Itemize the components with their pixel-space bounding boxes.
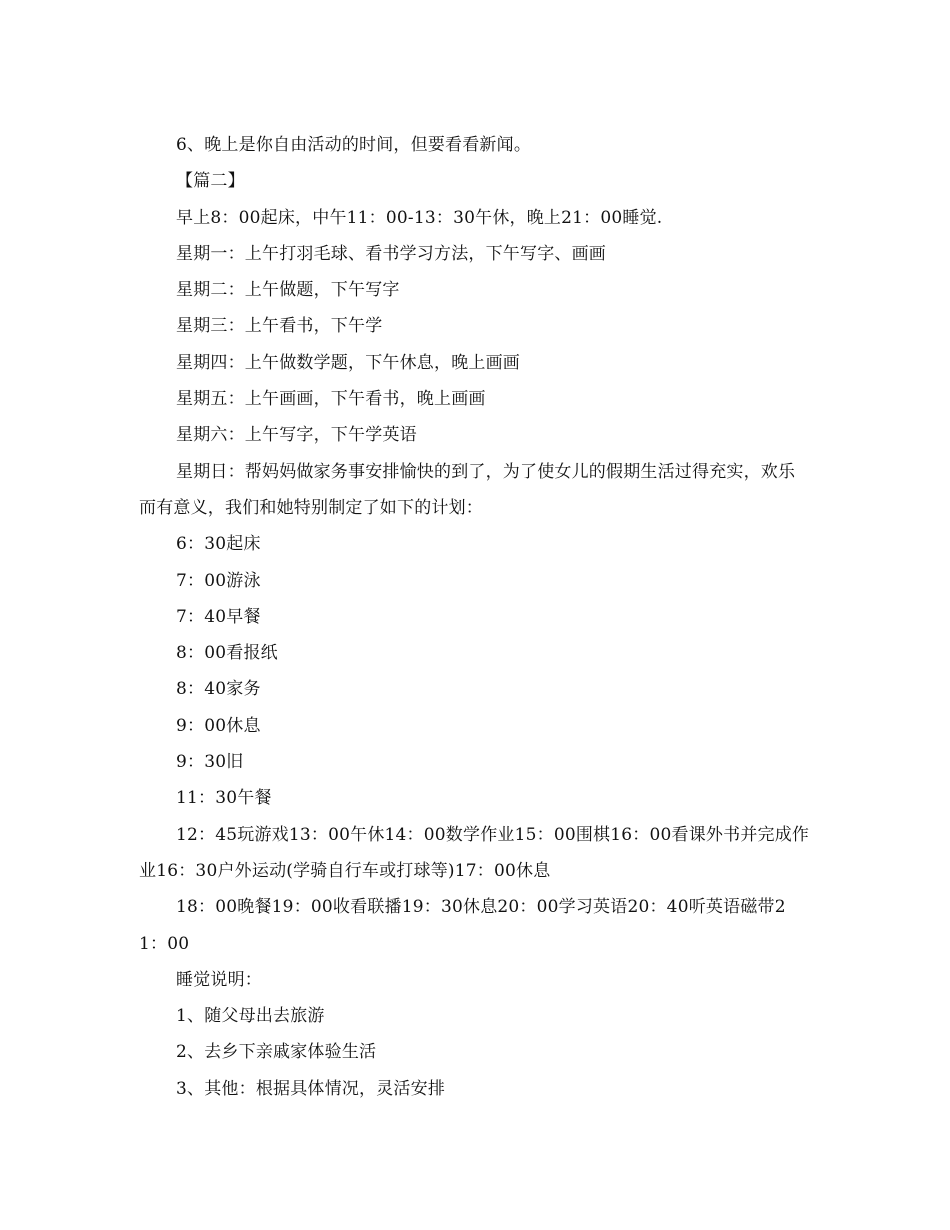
notes-heading: 睡觉说明：: [176, 969, 262, 990]
timetable-item: 7：00游泳: [176, 570, 261, 591]
timetable-afternoon: 12：45玩游戏13：00午休14：00数学作业15：00围棋16：00看课外书并完成作业16：30户外运动(学骑自行车或打球等)17：00休息: [139, 824, 810, 881]
timetable-evening: 18：00晚餐19：00收看联播19：30休息20：00学习英语20：40听英语磁带21：00: [139, 897, 786, 954]
schedule-saturday: 星期六：上午写字，下午学英语: [176, 425, 417, 446]
timetable-item: 7：40早餐: [176, 606, 261, 627]
timetable-item: 6：30起床: [176, 534, 261, 555]
timetable-item: 8：40家务: [176, 679, 261, 700]
section-heading: 【篇二】: [176, 171, 245, 192]
note-item: 1、随父母出去旅游: [176, 1006, 325, 1027]
timetable-item: 11：30午餐: [176, 788, 272, 809]
note-item: 2、去乡下亲戚家体验生活: [176, 1042, 377, 1063]
schedule-thursday: 星期四：上午做数学题，下午休息，晚上画画: [176, 352, 520, 373]
timetable-item: 9：30旧: [176, 752, 244, 773]
schedule-wednesday: 星期三：上午看书，下午学: [176, 316, 383, 337]
schedule-tuesday: 星期二：上午做题，下午写字: [176, 280, 400, 301]
paragraph: 早上8：00起床，中午11：00-13：30午休，晚上21：00睡觉.: [176, 207, 663, 228]
paragraph: 6、晚上是你自由活动的时间，但要看看新闻。: [176, 135, 532, 155]
note-item: 3、其他：根据具体情况，灵活安排: [176, 1078, 446, 1099]
timetable-item: 9：00休息: [176, 715, 261, 736]
schedule-friday: 星期五：上午画画，下午看书，晚上画画: [176, 389, 486, 410]
schedule-monday: 星期一：上午打羽毛球、看书学习方法，下午写字、画画: [176, 243, 606, 264]
timetable-item: 8：00看报纸: [176, 643, 278, 664]
schedule-sunday: 星期日：帮妈妈做家务事安排愉快的到了，为了使女儿的假期生活过得充实，欢乐而有意义，我们和她特别制定了如下的计划：: [139, 461, 796, 518]
document-body: [139, 127, 811, 1107]
